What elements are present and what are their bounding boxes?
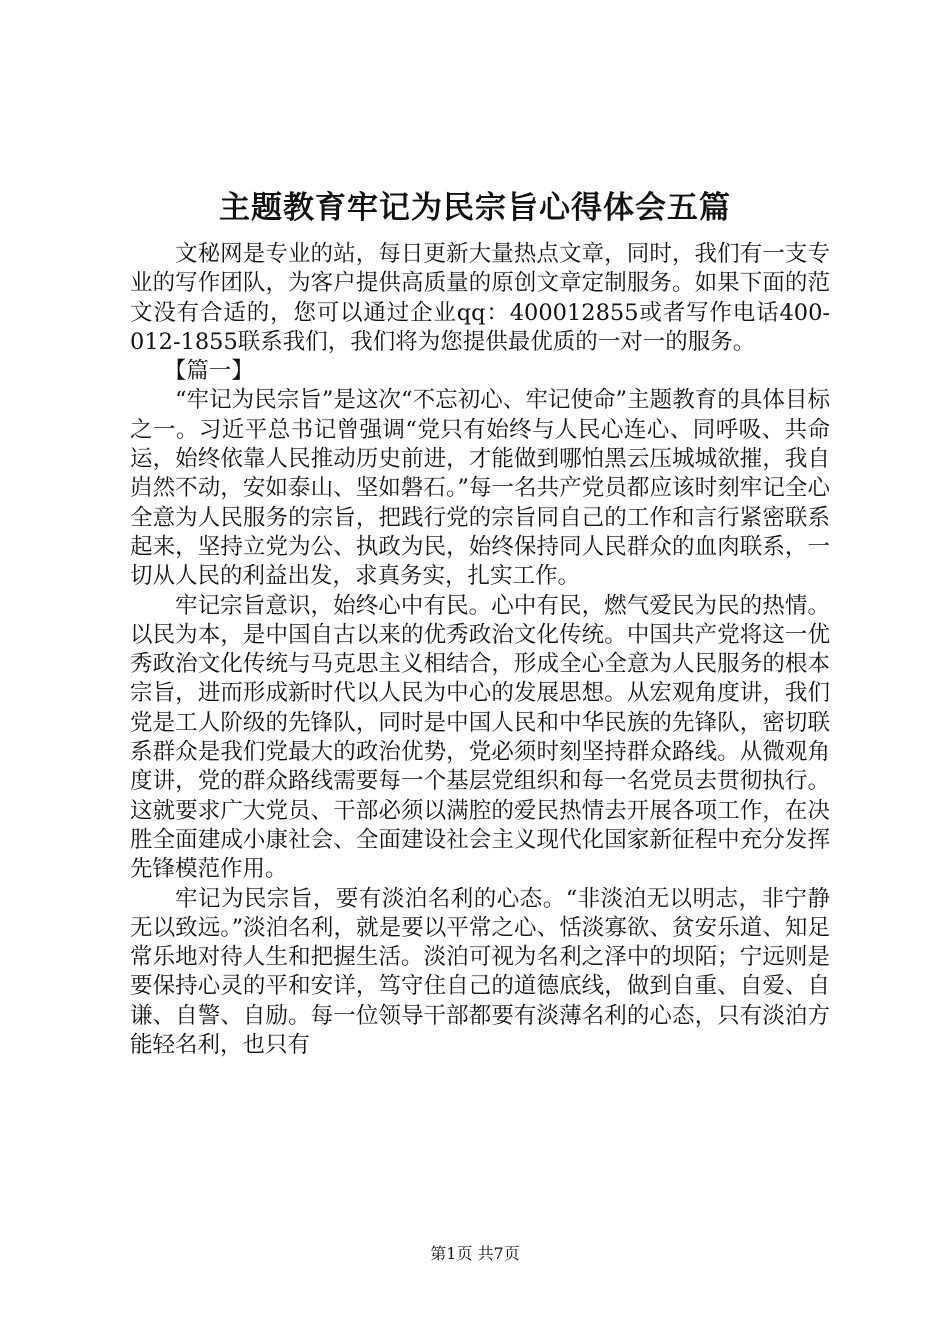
document-title: 主题教育牢记为民宗旨心得体会五篇: [219, 190, 731, 226]
page-footer: 第1页 共7页: [430, 1244, 520, 1263]
body-paragraph: 牢记为民宗旨，要有淡泊名利的心态。“非淡泊无以明志，非宁静无以致远。”淡泊名利，就是要以平常之心、恬淡寡欲、贫安乐道、知足常乐地对待人生和把握生活。淡泊可视为名利之泽中的坝陌；宁远则是要保持心灵的平和安详，笃守住自己的道德底线，做到自重、自爱、自谦、自警、自励。每一位领导干部都要有淡薄名利的心态，只有淡泊方能轻名利，也只有: [130, 885, 830, 1059]
body-paragraph: “牢记为民宗旨”是这次“不忘初心、牢记使命”主题教育的具体目标之一。习近平总书记曾强调“党只有始终与人民心连心、同呼吸、共命运，始终依靠人民推动历史前进，才能做到哪怕黑云压城城欲摧，我自岿然不动，安如泰山、坚如磐石。”每一名共产党员都应该时刻牢记全心全意为人民服务的宗旨，把践行党的宗旨同自己的工作和言行紧密联系起来，坚持立党为公、执政为民，始终保持同人民群众的血肉联系，一切从人民的利益出发，求真务实，扎实工作。: [130, 387, 830, 590]
body-paragraph: 牢记宗旨意识，始终心中有民。心中有民，燃气爱民为民的热情。以民为本，是中国自古以来的优秀政治文化传统。中国共产党将这一优秀政治文化传统与马克思主义相结合，形成全心全意为人民服务的根本宗旨，进而形成新时代以人民为中心的发展思想。从宏观角度讲，我们党是工人阶级的先锋队，同时是中国人民和中华民族的先锋队，密切联系群众是我们党最大的政治优势，党必须时刻坚持群众路线。从微观角度讲，党的群众路线需要每一个基层党组织和每一名党员去贯彻执行。这就要求广大党员、干部必须以满腔的爱民热情去开展各项工作，在决胜全面建成小康社会、全面建设社会主义现代化国家新征程中充分发挥先锋模范作用。: [130, 592, 830, 883]
section-heading: 【篇一】: [163, 358, 254, 385]
document-body: [130, 240, 830, 1060]
intro-paragraph: 文秘网是专业的站，每日更新大量热点文章，同时，我们有一支专业的写作团队，为客户提供高质量的原创文章定制服务。如果下面的范文没有合适的，您可以通过企业qq：400012855或者写作电话400-012-1855联系我们，我们将为您提供最优质的一对一的服务。: [130, 241, 830, 355]
